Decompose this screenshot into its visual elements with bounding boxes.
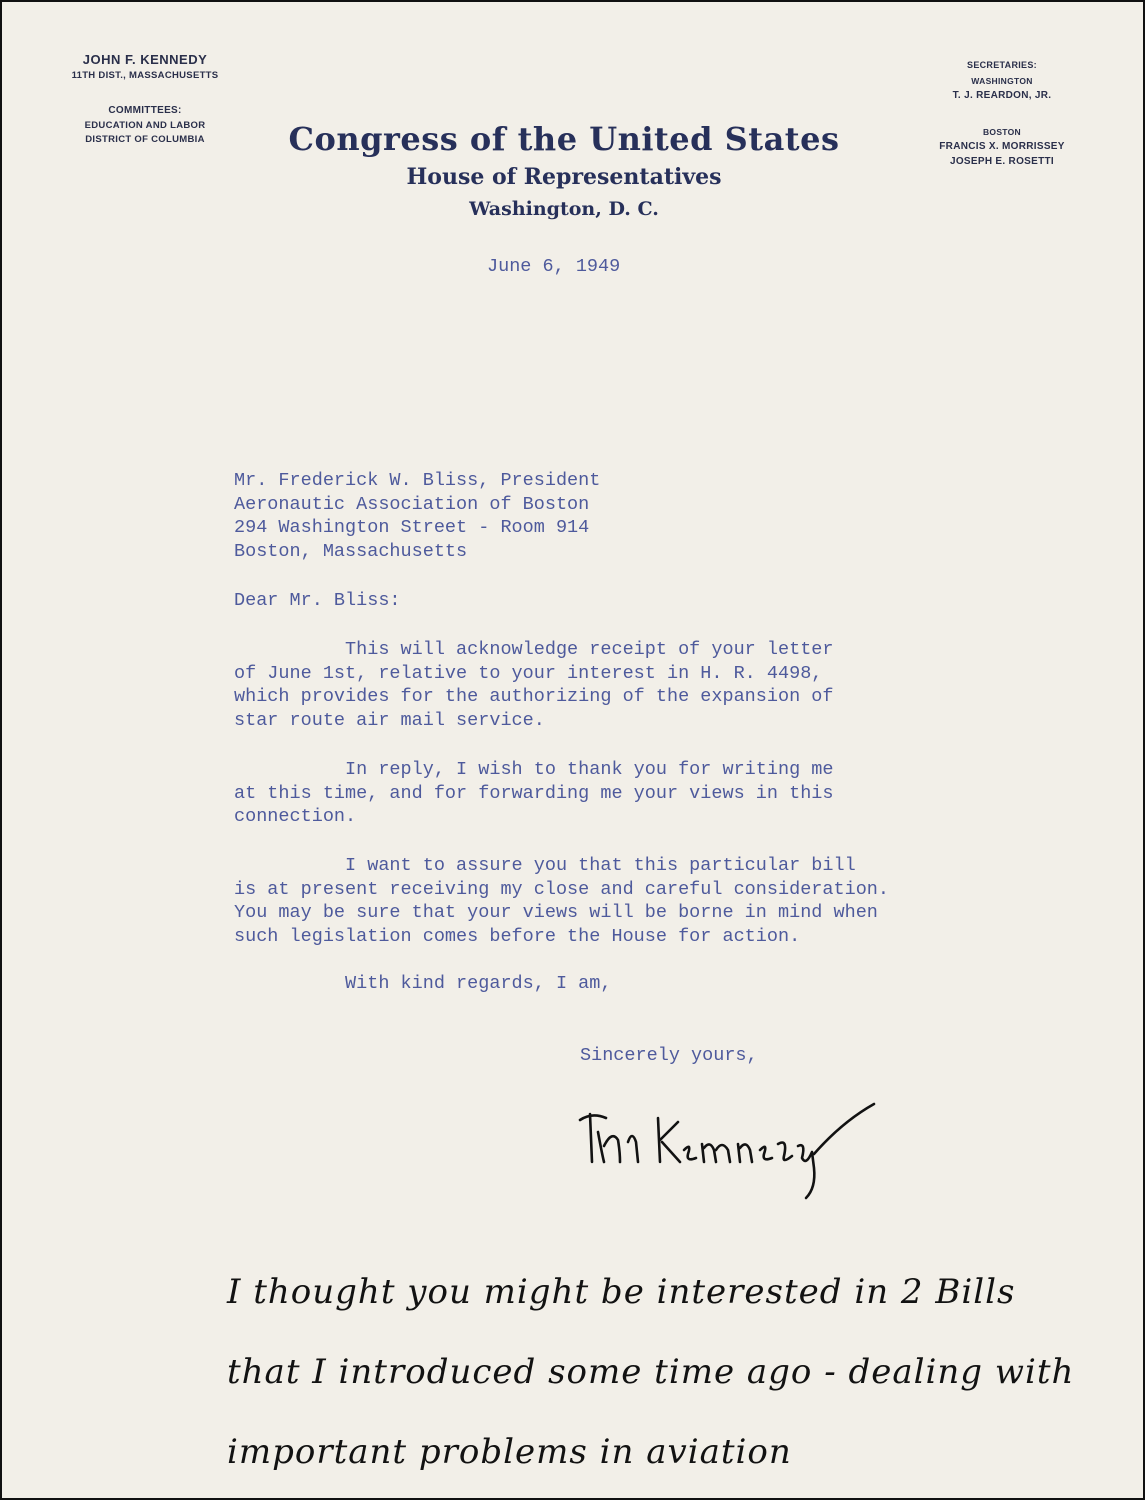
body-line: In reply, I wish to thank you for writing me [234,759,834,780]
letterhead-title-block [264,120,864,220]
postscript-line: important problems in aviation [227,1432,792,1472]
body-line: at this time, and for forwarding me your views in this [234,782,834,804]
letter-date: June 6, 1949 [487,256,621,277]
letterhead-location: Washington, D. C. [469,198,659,220]
body-line: of June 1st, relative to your interest in H. R. 4498, [234,662,823,684]
letterhead-left-block [50,52,240,145]
body-line: connection. [234,806,357,827]
member-district: 11TH DIST., MASSACHUSETTS [71,70,219,81]
member-name: JOHN F. KENNEDY [82,52,208,67]
recipient-line: Aeronautic Association of Boston [234,493,590,515]
committee-item: DISTRICT OF COLUMBIA [85,134,205,145]
letterhead-congress-title: Congress of the United States [288,120,840,158]
committee-item: EDUCATION AND LABOR [84,120,206,131]
body-paragraph-2 [234,758,834,829]
body-line: This will acknowledge receipt of your letter [234,639,834,660]
body-line: which provides for the authorizing of the expansion of [234,686,834,707]
postscript-line: I thought you might be interested in 2 Bills [227,1272,1016,1312]
recipient-line: 294 Washington Street - Room 914 [234,517,590,538]
secretaries-heading: SECRETARIES: [967,60,1037,70]
postscript-line: that I introduced some time ago - dealing with [227,1352,1075,1392]
body-line: such legislation comes before the House for action. [234,925,801,947]
secretary-name: T. J. REARDON, JR. [952,90,1052,101]
body-line: I want to assure you that this particular bill [234,855,856,876]
secretaries-boston-label: BOSTON [982,127,1021,137]
body-line: You may be sure that your views will be borne in mind when [234,902,878,923]
letterhead-house-title: House of Representatives [406,164,722,190]
recipient-line: Mr. Frederick W. Bliss, President [234,470,601,491]
letterhead-right-block [902,60,1102,167]
body-line: is at present receiving my close and careful consideration. [234,878,890,900]
salutation: Dear Mr. Bliss: [234,590,401,611]
handwritten-postscript [227,1252,1107,1492]
recipient-address [234,469,600,563]
complimentary-close: Sincerely yours, [580,1045,758,1066]
body-paragraph-1 [234,638,834,732]
body-paragraph-3 [234,854,889,948]
committees-heading: COMMITTEES: [108,105,182,116]
closing-line: With kind regards, I am, [234,973,612,994]
recipient-line: Boston, Massachusetts [234,540,468,562]
body-line: star route air mail service. [234,709,545,731]
secretary-name: JOSEPH E. ROSETTI [949,156,1054,167]
secretaries-washington-label: WASHINGTON [971,76,1033,86]
secretary-name: FRANCIS X. MORRISSEY [939,141,1065,152]
handwritten-signature [562,1092,892,1202]
